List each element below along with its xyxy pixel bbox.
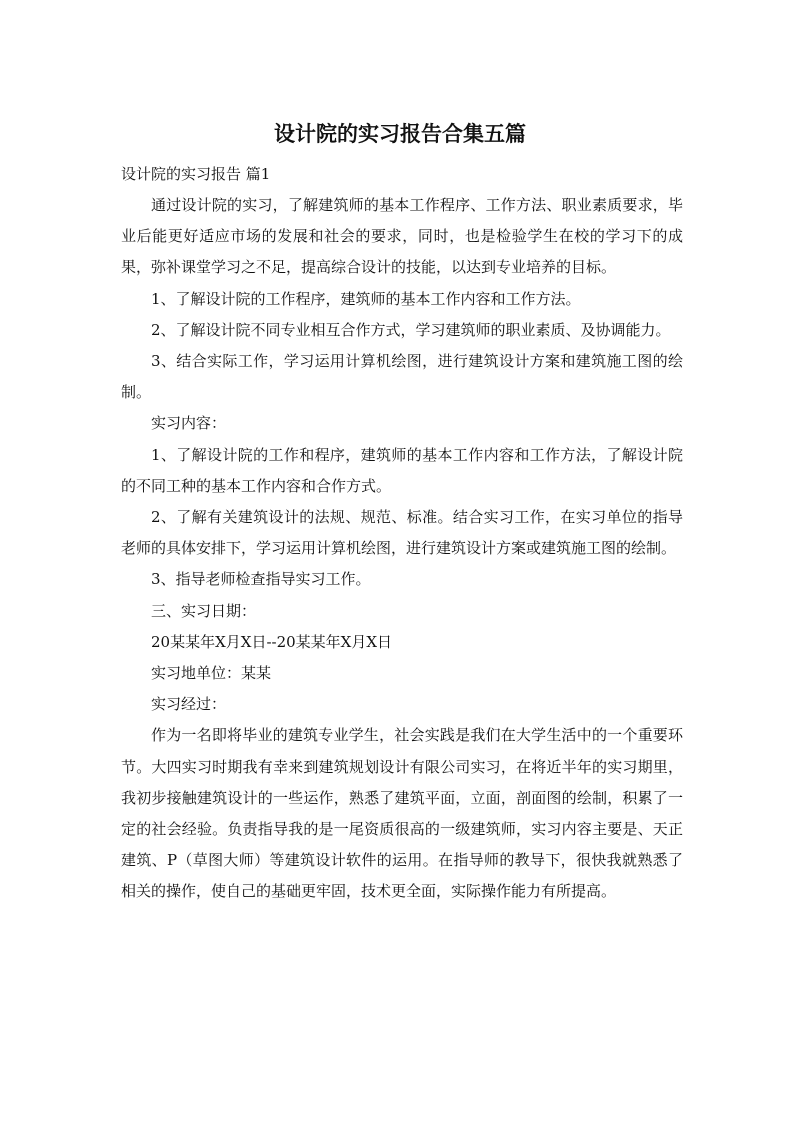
paragraph-goal-2: 2、了解设计院不同专业相互合作方式，学习建筑师的职业素质、及协调能力。: [151, 320, 671, 339]
paragraph-intro: 通过设计院的实习，了解建筑师的基本工作程序、工作方法、职业素质要求，毕业后能更好适应市场的发展和社会的要求，同时，也是检验学生在校的学习下的成果，弥补课堂学习之不足，提高综合设计的技能，以达到专业培养的目标。: [121, 196, 683, 277]
paragraph-unit: 实习地单位：某某: [151, 664, 272, 683]
paragraph-content-3: 3、指导老师检查指导实习工作。: [151, 570, 371, 589]
paragraph-content-1: 1、了解设计院的工作和程序，建筑师的基本工作内容和工作方法，了解设计院的不同工种的基本工作内容和合作方式。: [121, 445, 683, 495]
paragraph-date-range: 20某某年X月X日--20某某年X月X日: [151, 632, 393, 651]
paragraph-experience: 作为一名即将毕业的建筑专业学生，社会实践是我们在大学生活中的一个重要环节。大四实习时期我有幸来到建筑规划设计有限公司实习，在将近半年的实习期里，我初步接触建筑设计的一些运作，熟悉了建筑平面，立面，剖面图的绘制，积累了一定的社会经验。负责指导我的是一尾资质很高的一级建筑师，实习内容主要是、天正建筑、P（草图大师）等建筑设计软件的运用。在指导师的教导下，很快我就熟悉了相关的操作，使自己的基础更牢固，技术更全面，实际操作能力有所提高。: [121, 726, 683, 901]
document-body: [121, 159, 683, 908]
page-title: 设计院的实习报告合集五篇: [274, 122, 526, 146]
section-subtitle: 设计院的实习报告 篇1: [121, 165, 271, 183]
paragraph-content-2: 2、了解有关建筑设计的法规、规范、标准。结合实习工作，在实习单位的指导老师的具体安排下，学习运用计算机绘图，进行建筑设计方案或建筑施工图的绘制。: [121, 508, 683, 558]
paragraph-goal-3: 3、结合实际工作，学习运用计算机绘图，进行建筑设计方案和建筑施工图的绘制。: [121, 352, 683, 402]
heading-internship-experience: 实习经过：: [151, 695, 227, 714]
heading-internship-content: 实习内容：: [151, 414, 227, 433]
heading-internship-dates: 三、实习日期：: [151, 601, 257, 620]
paragraph-goal-1: 1、了解设计院的工作程序，建筑师的基本工作内容和工作方法。: [151, 289, 581, 308]
